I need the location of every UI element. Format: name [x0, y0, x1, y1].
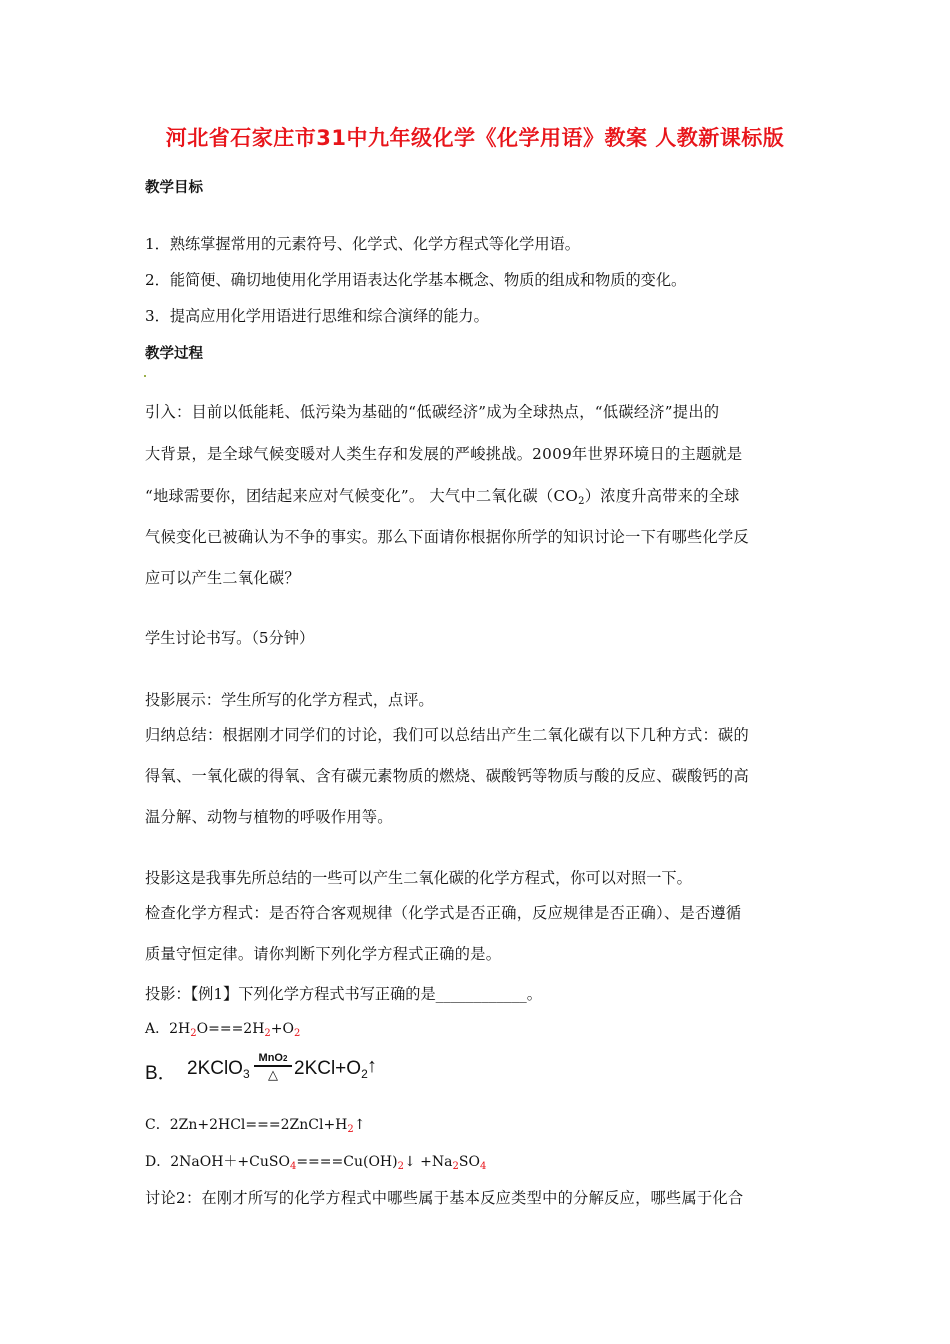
subscript: 2 [294, 1028, 301, 1039]
objective-item: 3．提高应用化学用语进行思维和综合演绎的能力。 [145, 307, 489, 325]
document-title: 河北省石家庄市31中九年级化学《化学用语》教案 人教新课标版 [165, 126, 785, 150]
formula-text: 2KCl+O [294, 1058, 362, 1079]
discussion2-text: 讨论2：在刚才所写的化学方程式中哪些属于基本反应类型中的分解反应，哪些属于化合 [145, 1189, 744, 1207]
summary-line: 归纳总结：根据刚才同学们的讨论，我们可以总结出产生二氧化碳有以下几种方式：碳的 [145, 726, 750, 744]
catalyst-text: MnO [258, 1052, 283, 1064]
example-end: 。 [526, 985, 542, 1003]
option-c-label: C． [145, 1117, 170, 1133]
subscript: 2 [361, 1067, 368, 1081]
formula-text: 2KClO [187, 1058, 243, 1079]
check-line: 质量守恒定律。请你判断下列化学方程式正确的是。 [145, 945, 502, 963]
intro-line: 应可以产生二氧化碳？ [145, 569, 300, 587]
example-line [145, 983, 542, 1004]
answer-blank: ____________ [435, 985, 527, 1003]
catalyst-label [252, 1052, 294, 1065]
objective-item: 2．能简便、确切地使用化学用语表达化学基本概念、物质的组成和物质的变化。 [145, 271, 687, 289]
subscript: 4 [289, 1161, 297, 1172]
reaction-condition [252, 1052, 294, 1083]
stray-mark [144, 375, 146, 377]
option-a-label: A． [145, 1021, 170, 1037]
heat-symbol: △ [268, 1066, 278, 1082]
gas-arrow-icon: ↑ [367, 1055, 377, 1077]
intro-line [145, 485, 740, 507]
objective-item: 1．熟练掌握常用的元素符号、化学式、化学方程式等化学用语。 [145, 235, 580, 253]
option-b-label: B． [145, 1063, 177, 1084]
option-a-text: O===2H [196, 1021, 265, 1037]
option-d-label: D． [145, 1154, 171, 1170]
option-c [145, 1114, 366, 1135]
intro-text: “地球需要你，团结起来应对气候变化”。 大气中二氧化碳（CO [145, 487, 579, 505]
option-d [145, 1151, 486, 1172]
intro-line: 大背景，是全球气候变暖对人类生存和发展的严峻挑战。2009年世界环境日的主题就是 [145, 445, 743, 463]
discussion-text: 学生讨论书写。（5分钟） [145, 629, 315, 647]
subscript: 2 [264, 1028, 271, 1039]
co2-subscript: 2 [578, 496, 585, 507]
subscript: 3 [242, 1067, 250, 1081]
summary-line: 温分解、动物与植物的呼吸作用等。 [145, 808, 393, 826]
objectives-heading: 教学目标 [145, 180, 203, 196]
summary-line: 得氧、一氧化碳的得氧、含有碳元素物质的燃烧、碳酸钙等物质与酸的反应、碳酸钙的高 [145, 767, 750, 785]
example-prompt: 投影：【例1】下列化学方程式书写正确的是 [145, 985, 436, 1003]
option-a [145, 1018, 300, 1039]
subscript: 2 [397, 1161, 404, 1172]
option-c-text: 2Zn+2HCl===2ZnCl+H [169, 1117, 348, 1133]
projection2-text: 投影这是我事先所总结的一些可以产生二氧化碳的化学方程式，你可以对照一下。 [145, 869, 692, 887]
check-line: 检查化学方程式：是否符合客观规律（化学式是否正确，反应规律是否正确）、是否遵循 [145, 904, 742, 922]
intro-line: 气候变化已被确认为不争的事实。那么下面请你根据你所学的知识讨论一下有哪些化学反 [145, 528, 750, 546]
option-a-text: +O [270, 1021, 295, 1037]
option-d-text: +Na [415, 1154, 453, 1170]
subscript: 4 [479, 1161, 487, 1172]
subscript: 2 [452, 1161, 459, 1172]
intro-text: ）浓度升高带来的全球 [584, 487, 740, 505]
option-d-text: SO [458, 1154, 480, 1170]
option-d-text: 2NaOH＋+CuSO [170, 1154, 290, 1170]
process-heading: 教学过程 [145, 346, 203, 362]
subscript: 2 [283, 1054, 288, 1063]
gas-arrow-icon: ↑ [353, 1117, 366, 1133]
intro-line: 引入：目前以低能耗、低污染为基础的“低碳经济”成为全球热点，“低碳经济”提出的 [145, 403, 720, 421]
option-a-text: 2H [169, 1021, 191, 1037]
option-b-reactant [187, 1058, 250, 1081]
subscript: 2 [190, 1028, 197, 1039]
option-d-text: ====Cu(OH) [296, 1154, 398, 1170]
precipitate-arrow-icon: ↓ [403, 1154, 416, 1170]
option-b-product [294, 1058, 368, 1081]
projection-text: 投影展示：学生所写的化学方程式，点评。 [145, 691, 434, 709]
subscript: 2 [347, 1124, 354, 1135]
